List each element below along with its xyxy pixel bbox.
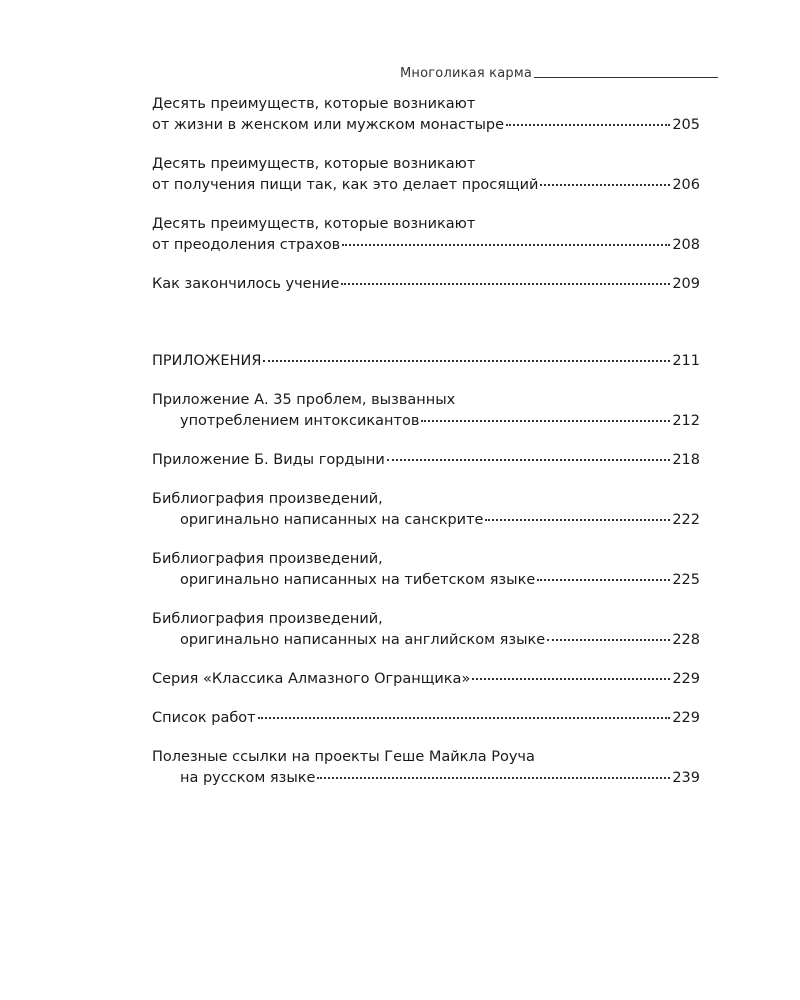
toc-entry-leader-line bbox=[152, 235, 700, 256]
toc-entry-line1: Библиография произведений, bbox=[152, 491, 383, 507]
toc-entry[interactable] bbox=[152, 609, 700, 651]
toc-page-number: 209 bbox=[672, 276, 700, 292]
toc-entry[interactable] bbox=[152, 450, 700, 471]
toc-page-number: 228 bbox=[672, 632, 700, 648]
toc-entry-text: от получения пищи так, как это делает просящий bbox=[152, 177, 539, 193]
running-head bbox=[400, 66, 718, 81]
toc-entry-text: Серия «Классика Алмазного Огранщика» bbox=[152, 671, 471, 687]
toc-entry[interactable] bbox=[152, 154, 700, 196]
running-head-rule bbox=[534, 77, 718, 78]
toc-page-number: 208 bbox=[672, 237, 700, 253]
toc-entry-text: оригинально написанных на тибетском языке bbox=[180, 572, 536, 588]
dot-leader bbox=[421, 420, 670, 422]
toc-entry[interactable] bbox=[152, 747, 700, 789]
toc-entry-text: на русском языке bbox=[180, 770, 316, 786]
toc-entry-text: от преодоления страхов bbox=[152, 237, 341, 253]
toc-entry-leader-line bbox=[152, 175, 700, 196]
toc-entry-line1: Библиография произведений, bbox=[152, 611, 383, 627]
toc-entry-text: от жизни в женском или мужском монастыре bbox=[152, 117, 505, 133]
toc-entry-leader-line bbox=[152, 351, 700, 372]
toc-entry-text: Как закончилось учение bbox=[152, 276, 340, 292]
toc-entry-leader-line bbox=[152, 708, 700, 729]
toc-entry-line1: Десять преимуществ, которые возникают bbox=[152, 96, 476, 112]
toc-page-number: 239 bbox=[672, 770, 700, 786]
toc-entry-line1: Полезные ссылки на проекты Геше Майкла Роуча bbox=[152, 749, 535, 765]
toc-page-number: 229 bbox=[672, 671, 700, 687]
dot-leader bbox=[387, 459, 671, 461]
running-title: Многоликая карма bbox=[400, 66, 533, 81]
dot-leader bbox=[547, 639, 670, 641]
toc-page-number: 222 bbox=[672, 512, 700, 528]
dot-leader bbox=[537, 579, 670, 581]
toc-entry-leader-line bbox=[152, 669, 700, 690]
toc-entry-line1: Библиография произведений, bbox=[152, 551, 383, 567]
toc-entry-text: употреблением интоксикантов bbox=[180, 413, 420, 429]
toc-entry-line1: Десять преимуществ, которые возникают bbox=[152, 216, 476, 232]
toc-entry[interactable] bbox=[152, 708, 700, 729]
toc-entry-line1: Десять преимуществ, которые возникают bbox=[152, 156, 476, 172]
toc-entry-text: ПРИЛОЖЕНИЯ bbox=[152, 353, 262, 369]
dot-leader bbox=[485, 519, 670, 521]
toc-entry-leader-line bbox=[152, 411, 700, 432]
toc-entry-text: Приложение Б. Виды гордыни bbox=[152, 452, 385, 468]
toc-page-number: 225 bbox=[672, 572, 700, 588]
toc-entry-line1: Приложение А. 35 проблем, вызванных bbox=[152, 392, 456, 408]
toc-entry-leader-line bbox=[152, 570, 700, 591]
toc-entry-leader-line bbox=[152, 450, 700, 471]
toc-entry-leader-line bbox=[152, 630, 700, 651]
dot-leader bbox=[258, 717, 671, 719]
dot-leader bbox=[317, 777, 670, 779]
toc-page-number: 211 bbox=[672, 353, 700, 369]
dot-leader bbox=[472, 678, 670, 680]
table-of-contents bbox=[152, 94, 700, 789]
toc-entry-text: Список работ bbox=[152, 710, 256, 726]
toc-entry-leader-line bbox=[152, 768, 700, 789]
dot-leader bbox=[506, 124, 670, 126]
toc-page-number: 206 bbox=[672, 177, 700, 193]
toc-entry[interactable] bbox=[152, 669, 700, 690]
toc-entry[interactable] bbox=[152, 214, 700, 256]
toc-entry-leader-line bbox=[152, 510, 700, 531]
toc-page-number: 212 bbox=[672, 413, 700, 429]
toc-entry-leader-line bbox=[152, 274, 700, 295]
toc-entry-text: оригинально написанных на санскрите bbox=[180, 512, 484, 528]
dot-leader bbox=[540, 184, 670, 186]
toc-entry[interactable] bbox=[152, 94, 700, 136]
dot-leader bbox=[342, 244, 670, 246]
toc-entry-leader-line bbox=[152, 115, 700, 136]
toc-page-number: 229 bbox=[672, 710, 700, 726]
toc-entry[interactable] bbox=[152, 274, 700, 295]
dot-leader bbox=[263, 360, 670, 362]
toc-page-number: 218 bbox=[672, 452, 700, 468]
toc-entry[interactable] bbox=[152, 549, 700, 591]
toc-entry[interactable] bbox=[152, 351, 700, 372]
toc-entry[interactable] bbox=[152, 390, 700, 432]
toc-entry[interactable] bbox=[152, 489, 700, 531]
toc-page-number: 205 bbox=[672, 117, 700, 133]
toc-entry-text: оригинально написанных на английском языке bbox=[180, 632, 546, 648]
dot-leader bbox=[341, 283, 670, 285]
